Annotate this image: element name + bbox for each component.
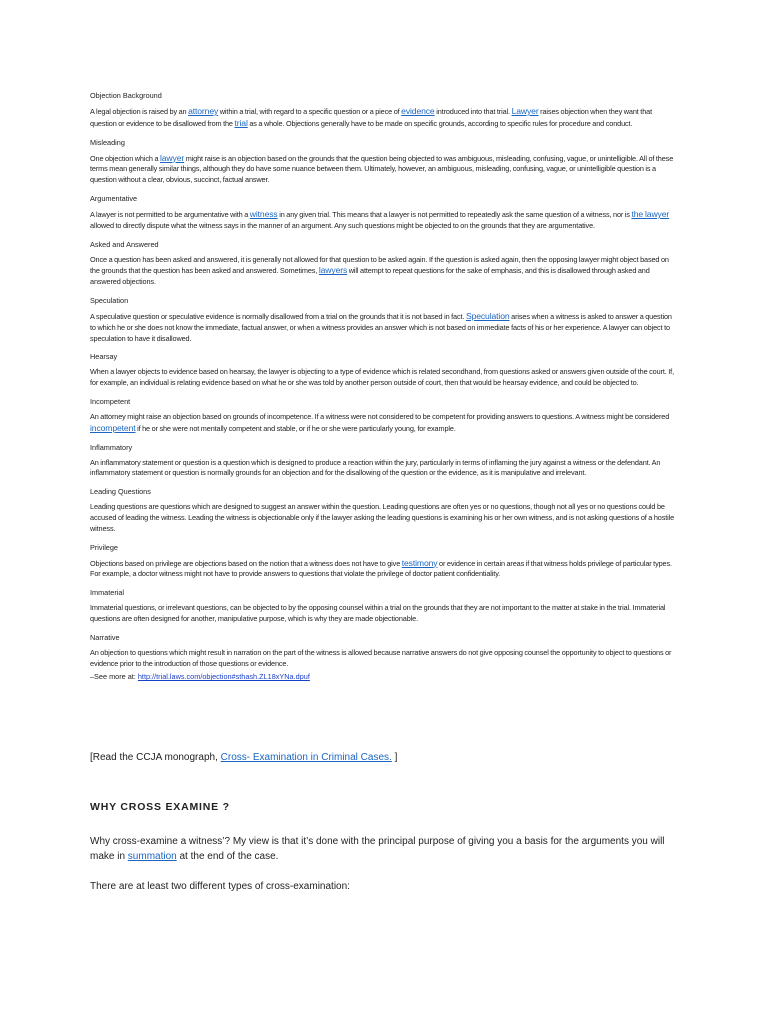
- text: in any given trial. This means that a lawyer is not permitted to repeatedly ask the same question of a witness, nor is: [277, 209, 632, 219]
- link-speculation[interactable]: Speculation: [465, 310, 510, 321]
- text: within a trial, with regard to a specific question or a piece of: [218, 107, 402, 116]
- heading-immaterial: Immaterial: [90, 588, 125, 598]
- text: or evidence in certain areas if that witness holds privilege of particular types. For example, a doctor witness might not have to provide answers to questions that violate the privilege of doctor patient confidentiality.: [90, 558, 672, 579]
- heading-privilege: Privilege: [90, 542, 118, 552]
- paragraph-leading-questions: Leading questions are questions which are designed to suggest an answer within the question. Leading questions are often yes or no questions, though not all yes or no questions could be accused of leading the witness. Leading the witness is objectionable only if the lawyer asking the leading questions is examining his or her own witness, and is not asking questions of a hostile witness.: [90, 502, 675, 533]
- paragraph-incompetent: [90, 412, 678, 435]
- text: An attorney might raise an objection based on grounds of incompetence. If a witness were not considered to be competent for providing answers to questions. A witness might be considered: [90, 411, 670, 421]
- link-lawyer[interactable]: Lawyer: [511, 106, 539, 116]
- text: allowed to directly dispute what the witness says in the manner of an argument. Any such questions might be objected to on the grounds that they are argumentative.: [90, 220, 595, 230]
- text: if he or she were not mentally competent and stable, or if he or she were particularly young, for example.: [135, 423, 456, 433]
- link-witness[interactable]: witness: [249, 208, 278, 219]
- text: Why cross-examine a witness’? My view is that it’s done with the principal purpose of giving you a basis for the arguments you will make in: [90, 836, 665, 862]
- text: at the end of the case.: [176, 851, 279, 862]
- paragraph-inflammatory: An inflammatory statement or question is a question which is designed to produce a reaction within the jury, particularly in terms of inflaming the jury against a witness or the defendant. An inflammatory statement or question is normally grounds for an objection and for the disallowing of the question or the evidence, as it is manipulative and irrelevant.: [90, 457, 661, 478]
- text: will attempt to repeat questions for the sake of emphasis, and this is disallowed through asked and answered objections.: [90, 266, 650, 287]
- link-trial[interactable]: trial: [234, 117, 248, 128]
- link-cross-examination-criminal-cases[interactable]: Cross- Examination in Criminal Cases.: [220, 752, 392, 763]
- text: as a whole. Objections generally have to be made on specific grounds, according to specific rules for procedure and conduct.: [247, 118, 633, 128]
- text: Once a question has been asked and answered, it is generally not allowed for that question to be asked again. If the question is asked again, then the opposing lawyer might object based on the grounds that the question has been asked and answered. Sometimes,: [90, 254, 669, 276]
- heading-hearsay: Hearsay: [90, 352, 118, 362]
- link-lawyers[interactable]: lawyers: [318, 265, 348, 276]
- link-evidence[interactable]: evidence: [401, 106, 435, 116]
- heading-leading-questions: Leading Questions: [90, 487, 151, 497]
- paragraph-speculation: [90, 311, 678, 344]
- paragraph-privilege: [90, 558, 678, 581]
- heading-argumentative: Argumentative: [90, 193, 138, 203]
- text: arises when a witness is asked to answer a question to which he or she does not know the immediate, factual answer, or when a witness provides an answer which is not based on immediate facts of his or her experience. A lawyer can object to speculation to have it disallowed.: [90, 311, 672, 343]
- link-summation[interactable]: summation: [127, 851, 177, 862]
- text: introduced into that trial.: [434, 107, 512, 116]
- see-more-prefix: –See more at:: [90, 672, 138, 682]
- link-the-lawyer[interactable]: the lawyer: [631, 208, 670, 219]
- link-incompetent[interactable]: incompetent: [90, 422, 136, 433]
- heading-misleading: Misleading: [90, 137, 125, 147]
- objections-article: [90, 91, 678, 682]
- heading-asked-and-answered: Asked and Answered: [90, 239, 159, 249]
- heading-narrative: Narrative: [90, 632, 120, 642]
- see-more-url-link[interactable]: http://trial.laws.com/objection#sthash.ZL18xYNa.dpuf: [137, 672, 310, 682]
- text: Objections based on privilege are objections based on the notion that a witness does not have to give: [90, 558, 402, 568]
- paragraph-why-cross-examine: [90, 834, 690, 864]
- text: raises objection when they want that question or evidence to be disallowed from the: [90, 107, 652, 128]
- text: A speculative question or speculative evidence is normally disallowed from a trial on the grounds that it is not based in fact.: [90, 311, 466, 321]
- paragraph-immaterial: Immaterial questions, or irrelevant questions, can be objected to by the opposing counsel within a trial on the grounds that they are not important to the matter at stake in the trial. Immaterial questions are often designed for another, manipulative purpose, which is why they are made objectionable.: [90, 603, 666, 623]
- paragraph-narrative: An objection to questions which might result in narration on the part of the witness is allowed because narrative answers do not give opposing counsel the opportunity to object to questions or evidence prior to the introduction of those questions or evidence.: [90, 647, 672, 668]
- paragraph-types-of-cross-examination: There are at least two different types of cross-examination:: [90, 881, 350, 892]
- link-attorney[interactable]: attorney: [188, 106, 219, 116]
- heading-inflammatory: Inflammatory: [90, 442, 133, 452]
- heading-objection-background: Objection Background: [90, 91, 162, 100]
- text: A legal objection is raised by an: [90, 107, 189, 116]
- text: [Read the CCJA monograph,: [90, 752, 221, 763]
- text: might raise is an objection based on the grounds that the question being objected to was ambiguous, misleading, confusing, vague, or unintelligible. All of these terms mean generally similar things, although they do have some nuance between them. Ultimately, however, an ambiguous, misleading, confusing, vague, or unintelligible question is a question without a clear, obvious, succinct, factual answer.: [90, 153, 674, 185]
- paragraph-asked-and-answered: [90, 255, 678, 288]
- paragraph-hearsay: When a lawyer objects to evidence based on hearsay, the lawyer is objecting to a type of evidence which is related secondhand, from questions asked or answers given outside of the court. If, for example, an individual is relating evidence based on what he or she was told by another person outside of court, then that would be hearsay evidence, and could be objected to.: [90, 367, 674, 388]
- paragraph-objection-background: [90, 106, 678, 130]
- link-testimony[interactable]: testimony: [401, 557, 438, 568]
- paragraph-misleading: [90, 153, 678, 186]
- heading-incompetent: Incompetent: [90, 396, 131, 406]
- text: One objection which a: [90, 153, 160, 163]
- paragraph-argumentative: [90, 209, 678, 232]
- heading-why-cross-examine: WHY CROSS EXAMINE ?: [90, 801, 230, 813]
- link-lawyer[interactable]: lawyer: [159, 152, 185, 163]
- ccja-monograph-line: [90, 750, 690, 765]
- see-more-line: [90, 672, 678, 682]
- heading-speculation: Speculation: [90, 295, 129, 305]
- text: ]: [391, 752, 398, 763]
- text: A lawyer is not permitted to be argumentative with a: [90, 209, 250, 219]
